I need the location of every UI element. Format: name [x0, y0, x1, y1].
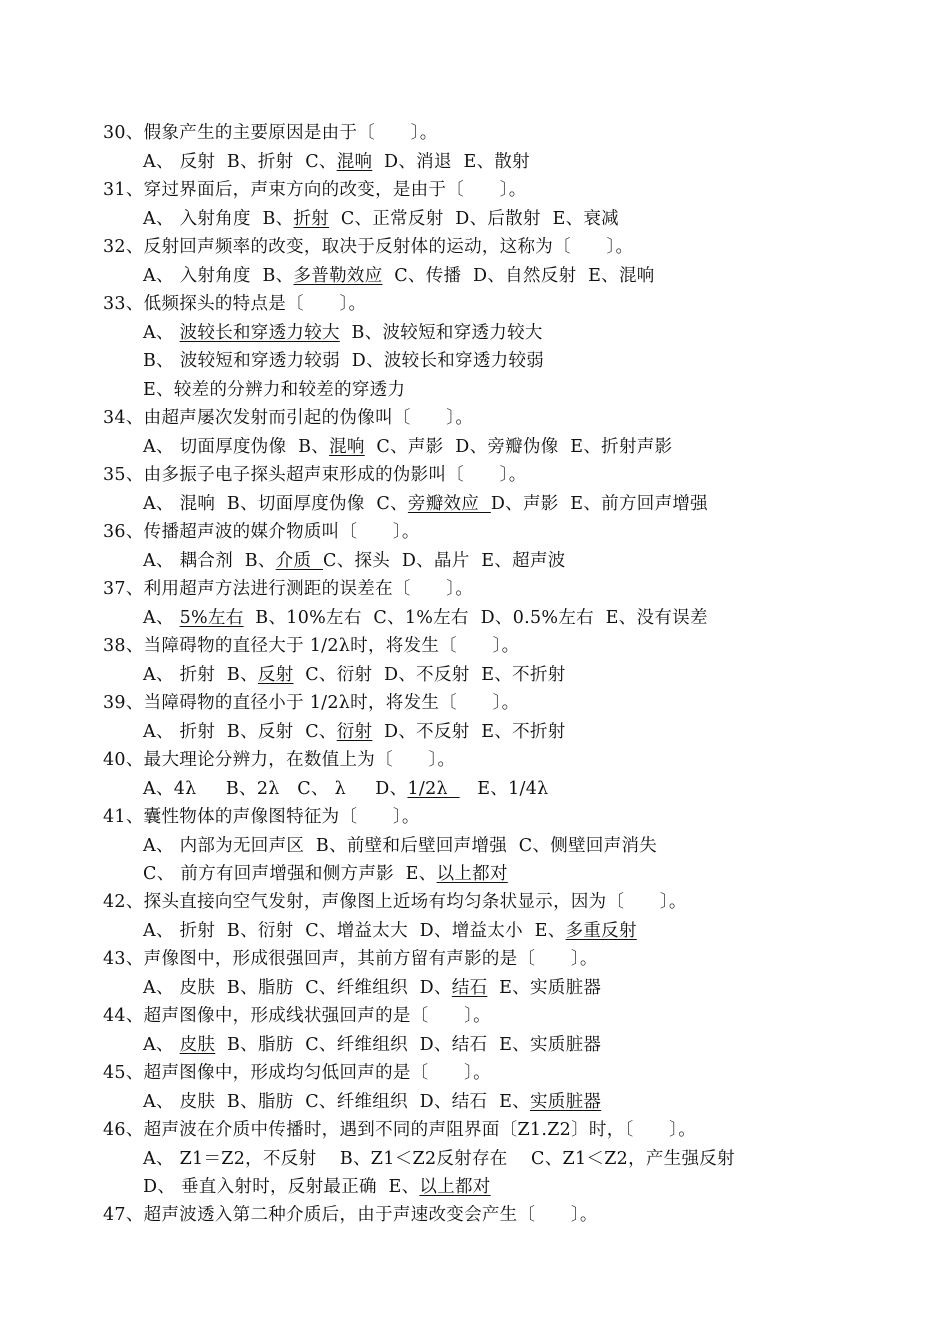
answer-underline: 5%左右	[179, 608, 244, 628]
answer-underline: 衍射	[336, 722, 373, 742]
answer-underline: 波较长和穿透力较大	[179, 323, 340, 343]
answer-underline: 旁瓣效应	[407, 494, 491, 514]
answer-underline: 混响	[336, 152, 373, 172]
answer-underline: 以上都对	[436, 864, 508, 884]
options-37: A、 5%左右 B、10%左右 C、1%左右 D、0.5%左右 E、没有误差	[143, 608, 708, 628]
question-30: 30、假象产生的主要原因是由于〔 〕。	[103, 123, 438, 143]
answer-underline: 皮肤	[179, 1035, 216, 1055]
answer-underline: 1/2λ	[407, 779, 460, 799]
options-31: A、 入射角度 B、折射 C、正常反射 D、后散射 E、衰减	[143, 209, 619, 229]
question-45: 45、超声图像中，形成均匀低回声的是〔 〕。	[103, 1063, 491, 1083]
options-45: A、 皮肤 B、脂肪 C、纤维组织 D、结石 E、实质脏器	[143, 1092, 602, 1112]
question-34: 34、由超声屡次发射而引起的伪像叫〔 〕。	[103, 408, 474, 428]
options-30: A、 反射 B、折射 C、混响 D、消退 E、散射	[143, 152, 530, 172]
options-40: A、4λ B、2λ C、 λ D、1/2λ E、1/4λ	[143, 779, 549, 799]
options-35: A、 混响 B、切面厚度伪像 C、旁瓣效应 D、声影 E、前方回声增强	[143, 494, 708, 514]
answer-underline: 多普勒效应	[293, 266, 383, 286]
question-39: 39、当障碍物的直径小于 1/2λ时，将发生〔 〕。	[103, 693, 520, 713]
options-41-line1: A、 内部为无回声区 B、前壁和后壁回声增强 C、侧壁回声消失	[143, 836, 658, 856]
options-43: A、 皮肤 B、脂肪 C、纤维组织 D、结石 E、实质脏器	[143, 978, 602, 998]
question-41: 41、囊性物体的声像图特征为〔 〕。	[103, 807, 420, 827]
options-39: A、 折射 B、反射 C、衍射 D、不反射 E、不折射	[143, 722, 566, 742]
options-46-line2: D、 垂直入射时，反射最正确 E、以上都对	[143, 1177, 491, 1197]
options-38: A、 折射 B、反射 C、衍射 D、不反射 E、不折射	[143, 665, 566, 685]
options-33-line2: B、 波较短和穿透力较弱 D、波较长和穿透力较弱	[143, 351, 545, 371]
options-44: A、 皮肤 B、脂肪 C、纤维组织 D、结石 E、实质脏器	[143, 1035, 602, 1055]
question-36: 36、传播超声波的媒介物质叫〔 〕。	[103, 522, 420, 542]
answer-underline: 以上都对	[419, 1177, 491, 1197]
options-36: A、 耦合剂 B、介质 C、探头 D、晶片 E、超声波	[143, 551, 566, 571]
answer-underline: 实质脏器	[529, 1092, 602, 1112]
answer-underline: 结石	[451, 978, 488, 998]
question-46: 46、超声波在介质中传播时，遇到不同的声阻界面〔Z1.Z2〕时，〔 〕。	[103, 1120, 697, 1140]
answer-underline: 混响	[329, 437, 365, 457]
question-40: 40、最大理论分辨力，在数值上为〔 〕。	[103, 750, 456, 770]
question-33: 33、低频探头的特点是〔 〕。	[103, 294, 367, 314]
options-42: A、 折射 B、衍射 C、增益太大 D、增益太小 E、多重反射	[143, 921, 637, 941]
question-31: 31、穿过界面后，声束方向的改变，是由于〔 〕。	[103, 180, 527, 200]
options-32: A、 入射角度 B、多普勒效应 C、传播 D、自然反射 E、混响	[143, 266, 655, 286]
options-34: A、 切面厚度伪像 B、混响 C、声影 D、旁瓣伪像 E、折射声影	[143, 437, 673, 457]
question-42: 42、探头直接向空气发射，声像图上近场有均匀条状显示，因为〔 〕。	[103, 892, 687, 912]
question-43: 43、声像图中，形成很强回声，其前方留有声影的是〔 〕。	[103, 949, 598, 969]
question-35: 35、由多振子电子探头超声束形成的伪影叫〔 〕。	[103, 465, 527, 485]
options-33-line1: A、 波较长和穿透力较大 B、波较短和穿透力较大	[143, 323, 543, 343]
answer-underline: 折射	[293, 209, 330, 229]
options-33-line3: E、较差的分辨力和较差的穿透力	[143, 380, 406, 400]
question-47: 47、超声波透入第二种介质后，由于声速改变会产生〔 〕。	[103, 1205, 598, 1225]
answer-underline: 多重反射	[565, 921, 637, 941]
answer-underline: 反射	[257, 665, 294, 685]
question-32: 32、反射回声频率的改变，取决于反射体的运动，这称为〔 〕。	[103, 237, 634, 257]
answer-underline: 介质	[275, 551, 324, 571]
question-44: 44、超声图像中，形成线状强回声的是〔 〕。	[103, 1006, 491, 1026]
options-41-line2: C、 前方有回声增强和侧方声影 E、以上都对	[143, 864, 508, 884]
question-37: 37、利用超声方法进行测距的误差在〔 〕。	[103, 579, 474, 599]
question-38: 38、当障碍物的直径大于 1/2λ时，将发生〔 〕。	[103, 636, 520, 656]
options-46-line1: A、 Z1＝Z2，不反射 B、Z1＜Z2反射存在 C、Z1＜Z2，产生强反射	[143, 1149, 735, 1169]
